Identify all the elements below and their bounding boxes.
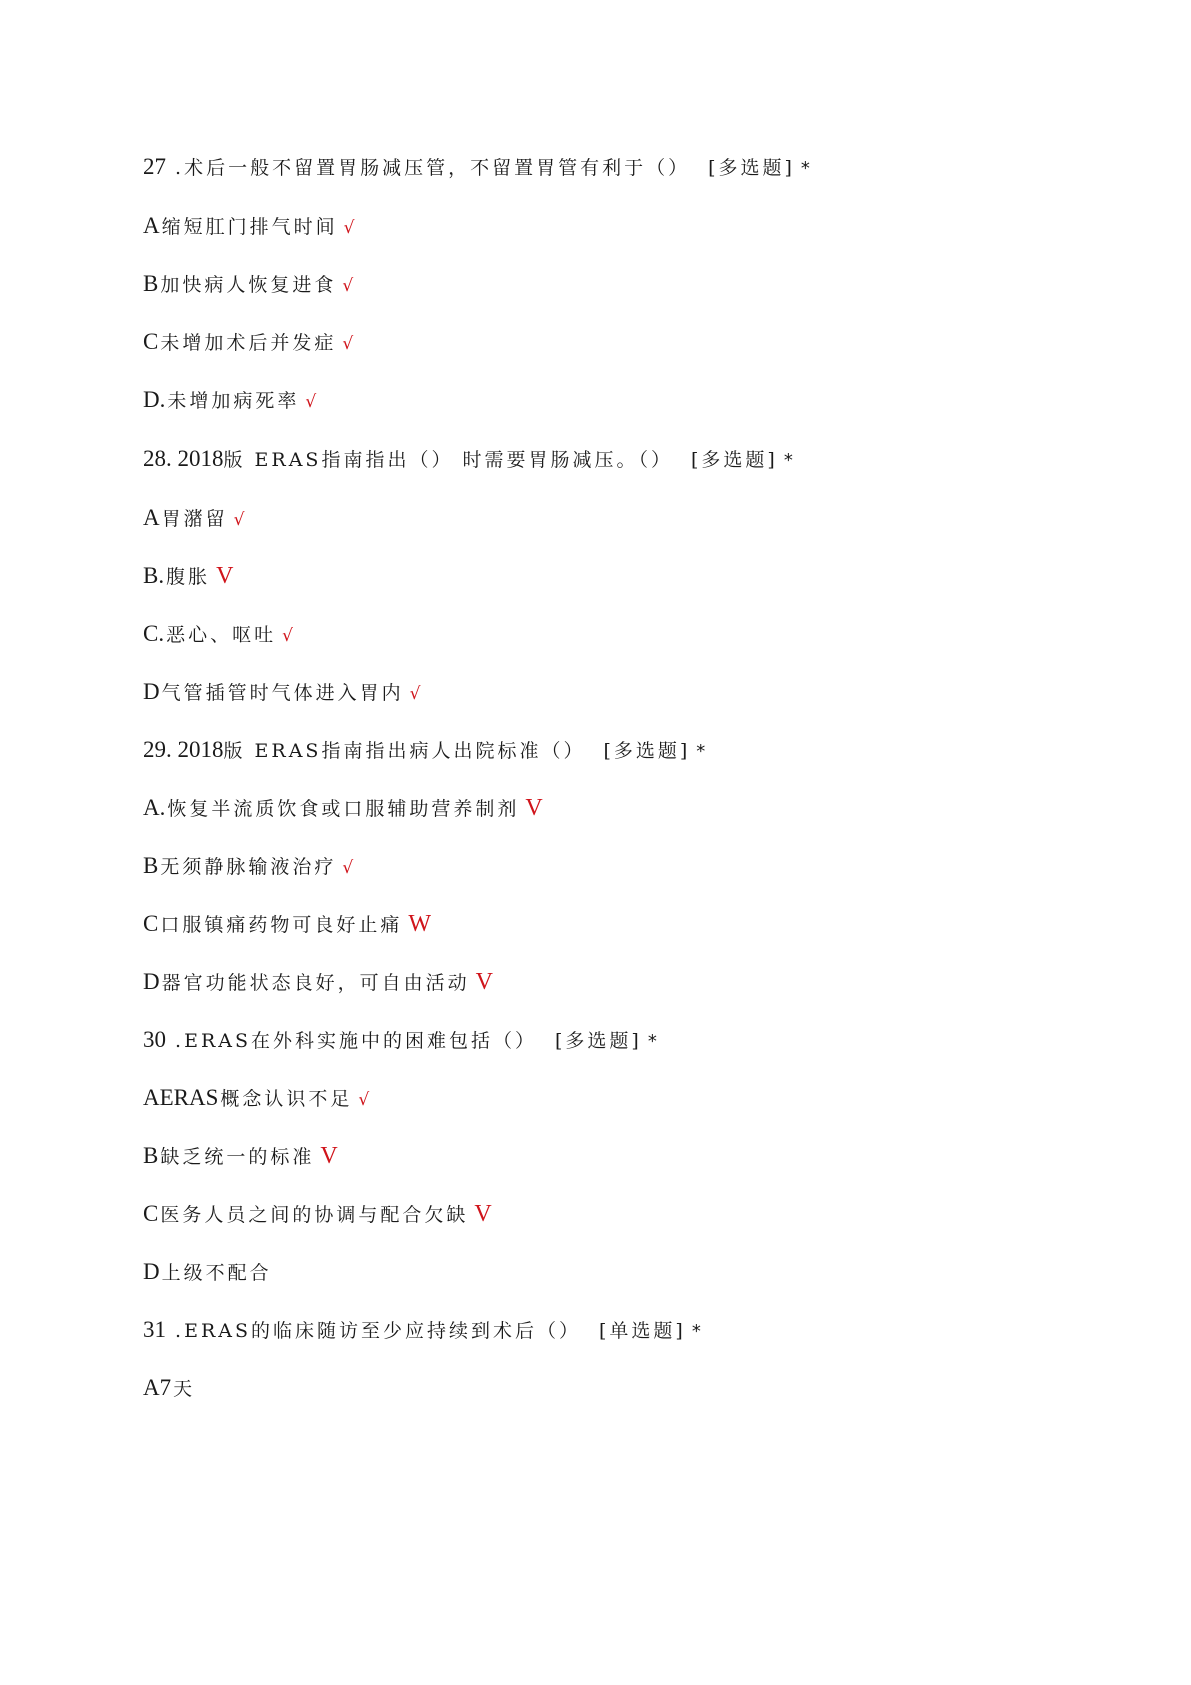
question-type: [多选题] [708, 157, 795, 179]
option-30-d [143, 1258, 272, 1287]
question-number: 31 [143, 1317, 166, 1342]
option-text: 胃潴留 [161, 508, 228, 530]
option-letter: C [143, 329, 159, 354]
option-letter: D [143, 1259, 160, 1284]
answer-mark: √ [358, 1090, 373, 1110]
answer-mark: V [474, 1201, 492, 1227]
answer-mark: √ [343, 218, 358, 238]
option-letter: A [143, 213, 160, 238]
option-text: 恢复半流质饮食或口服辅助营养制剂 [167, 798, 520, 820]
option-letter: A7 [143, 1375, 172, 1400]
option-29-c [143, 910, 431, 939]
option-text: 未增加术后并发症 [160, 332, 337, 354]
option-28-a [143, 504, 247, 534]
option-letter: D [143, 679, 160, 704]
option-letter: AERAS [143, 1085, 219, 1110]
question-stem: 版 ERAS指南指出（） 时需要胃肠减压。（） [223, 449, 673, 471]
option-text: 器官功能状态良好，可自由活动 [161, 972, 470, 994]
option-text: 上级不配合 [161, 1262, 272, 1284]
required-marker: * [800, 158, 813, 179]
option-text: 腹胀 [166, 566, 211, 588]
option-30-a [143, 1084, 372, 1114]
option-text: 气管插管时气体进入胃内 [161, 682, 404, 704]
option-29-d [143, 968, 493, 997]
answer-mark: √ [233, 510, 248, 530]
option-letter: B. [143, 563, 165, 588]
option-28-c [143, 620, 296, 650]
required-marker: * [783, 450, 796, 471]
option-29-a [143, 794, 543, 823]
option-text: 概念认识不足 [220, 1088, 353, 1110]
answer-mark: √ [342, 858, 357, 878]
option-letter: B [143, 271, 159, 296]
option-27-d [143, 386, 319, 416]
question-stem: 版 ERAS指南指出病人出院标准（） [223, 740, 586, 762]
question-stem: .ERAS的临床随访至少应持续到术后（） [166, 1320, 581, 1342]
answer-mark: V [475, 969, 493, 995]
required-marker: * [696, 741, 709, 762]
option-text: 医务人员之间的协调与配合欠缺 [160, 1204, 469, 1226]
question-number: 30 [143, 1027, 166, 1052]
option-letter: A [143, 505, 160, 530]
option-text: 加快病人恢复进食 [160, 274, 337, 296]
option-29-b [143, 852, 356, 882]
option-28-b [143, 562, 233, 591]
answer-mark: √ [342, 276, 357, 296]
option-30-b [143, 1142, 338, 1171]
answer-mark: √ [305, 392, 320, 412]
question-30 [143, 1026, 660, 1056]
option-27-c [143, 328, 356, 358]
question-type: [多选题] [555, 1030, 642, 1052]
option-30-c [143, 1200, 492, 1229]
question-number: 29. 2018 [143, 737, 224, 762]
answer-mark: √ [342, 334, 357, 354]
question-number: 28. 2018 [143, 446, 224, 471]
question-28 [143, 445, 796, 475]
question-type: [单选题] [599, 1320, 686, 1342]
option-text: 口服镇痛药物可良好止痛 [160, 914, 403, 936]
option-letter: D [143, 969, 160, 994]
question-type: [多选题] [691, 449, 778, 471]
option-text: 未增加病死率 [167, 390, 300, 412]
question-31 [143, 1316, 704, 1346]
option-letter: D. [143, 387, 166, 412]
option-text: 天 [173, 1378, 196, 1400]
question-number: 27 [143, 154, 166, 179]
option-letter: B [143, 853, 159, 878]
option-text: 恶心、呕吐 [166, 624, 277, 646]
option-letter: C [143, 911, 159, 936]
option-text: 无须静脉输液治疗 [160, 856, 337, 878]
option-31-a [143, 1374, 195, 1403]
option-letter: B [143, 1143, 159, 1168]
option-letter: C. [143, 621, 165, 646]
answer-mark: V [525, 795, 543, 821]
option-27-a [143, 212, 357, 242]
option-27-b [143, 270, 356, 300]
answer-mark: W [408, 911, 432, 937]
question-stem: .术后一般不留置胃肠减压管，不留置胃管有利于（） [166, 157, 691, 179]
option-letter: C [143, 1201, 159, 1226]
answer-mark: √ [282, 626, 296, 646]
question-29 [143, 736, 708, 766]
required-marker: * [691, 1321, 704, 1342]
answer-mark: √ [409, 684, 424, 704]
option-text: 缺乏统一的标准 [160, 1146, 315, 1168]
answer-mark: V [320, 1143, 338, 1169]
question-stem: .ERAS在外科实施中的困难包括（） [166, 1030, 537, 1052]
answer-mark: V [216, 563, 234, 589]
option-letter: A. [143, 795, 166, 820]
option-28-d [143, 678, 423, 708]
question-type: [多选题] [603, 740, 691, 762]
option-text: 缩短肛门排气时间 [161, 216, 338, 238]
question-27 [143, 153, 813, 183]
required-marker: * [647, 1031, 660, 1052]
